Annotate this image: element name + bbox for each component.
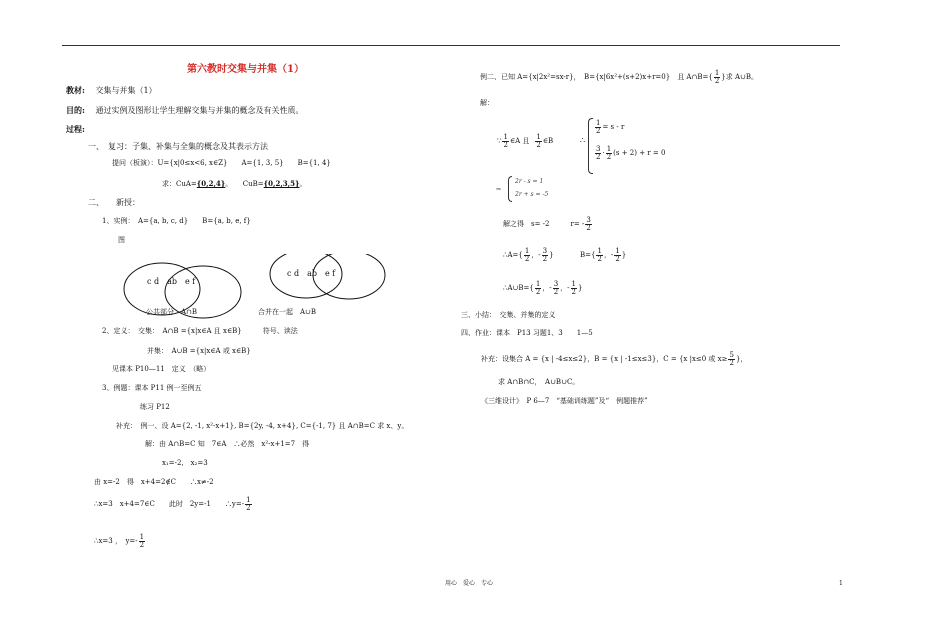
fraction-den: 2 (246, 504, 251, 512)
solve-line (503, 217, 593, 232)
close-brace: } (549, 251, 554, 259)
system-1-row-1 (594, 120, 624, 135)
section-1-heading: 一、 复习：子集、补集与全集的概念及其表示方法 (88, 142, 268, 151)
fraction-num: 1 (596, 119, 601, 127)
fraction-den: 2 (615, 255, 620, 263)
venn2-caption: 合并在一起 A∪B (258, 308, 317, 316)
solution-line-4 (94, 534, 146, 549)
in-a-text: ∈A 且 (509, 137, 530, 145)
solution-line-3-text: ∴x=3 x+4=7∈C 此时 2y=-1 ∴y=- (94, 500, 245, 508)
fraction-half (571, 281, 577, 296)
comma-neg: ，- (603, 251, 614, 259)
section-2-heading: 二、 新授： (88, 198, 140, 207)
fraction-num: 3 (542, 247, 548, 255)
fraction-three-halves (585, 217, 591, 232)
supplement-example: 补充： 例一、设 A={2, -1, x²-x+1}, B={2y, -4, x+4}, C={-1, 7} 且 A∩B=C 求 x、y。 (116, 422, 409, 430)
fraction-num: 5 (729, 351, 734, 359)
because-symbol: ∵ (497, 137, 502, 145)
fraction-den: 2 (606, 153, 612, 161)
solution-line-2: 由 x=-2 得 x+4=2∉C ∴x≠-2 (94, 478, 214, 486)
tu-label: 图 (118, 236, 125, 244)
supplement-sets-tail: }， (735, 355, 748, 363)
fraction-half (524, 248, 530, 263)
fraction-num: 1 (606, 145, 612, 153)
fraction-num: 3 (553, 280, 559, 288)
comma-neg: ，- (560, 284, 570, 292)
textbook-ref: 见课本 P10—11 定义 （略） (112, 365, 211, 373)
venn1-caption: 公共部分 A∩B (146, 308, 198, 316)
fraction-five-halves (728, 352, 734, 367)
jiaocai-label: 教材: (66, 85, 85, 95)
guocheng-label: 过程: (66, 124, 85, 134)
fraction-den: 2 (571, 288, 576, 296)
sanwei-line: 《三维设计》 P 6—7 “基础训练题”及“ 例题推荐” (481, 397, 648, 405)
fraction-half (535, 134, 541, 149)
cua-cub-line (162, 180, 306, 188)
fraction-den: 2 (586, 224, 591, 232)
fraction-den: 2 (597, 255, 602, 263)
jiaocai-text: 交集与并集（1） (95, 86, 157, 95)
roots-line: x₁=-2, x₂=3 (162, 459, 208, 467)
fraction-half (596, 248, 602, 263)
cub-label: 。 CuB= (225, 180, 264, 188)
fraction-num: 1 (503, 133, 508, 141)
fraction-den: 2 (714, 77, 720, 85)
fraction-three-halves (542, 248, 548, 263)
fraction-num: 1 (597, 247, 602, 255)
find-line: 求 A∩B∩C， A∪B∪C。 (498, 378, 580, 386)
fraction-num: 1 (524, 247, 530, 255)
fraction-half (535, 281, 541, 296)
fraction-half (502, 134, 508, 149)
page-number: 1 (839, 580, 843, 587)
cub-answer: {0,2,3,5} (263, 179, 300, 188)
fraction-den: 2 (536, 141, 541, 149)
tiwen-line: 提问（板演）：U={x|0≤x<6, x∈Z} A={1, 3, 5} B={1, 4} (112, 159, 331, 167)
in-b-text: ∈B (542, 137, 554, 145)
venn1-label: c d ab e f (147, 277, 196, 286)
examples-line: 3、例题：课本 P11 例一至例五 (102, 384, 202, 392)
fraction-den: 2 (139, 541, 145, 549)
comma-neg: ，- (531, 251, 541, 259)
jiaocai-line (66, 86, 157, 95)
solution-line-4-text: ∴x=3 ， y=- (94, 537, 138, 545)
fraction-den: 2 (553, 288, 559, 296)
practice-line: 练习 P12 (140, 403, 170, 411)
solution-line-3 (94, 497, 253, 512)
system-1-row-2 (594, 146, 665, 161)
example-2-tail: }求 A∪B。 (721, 73, 759, 81)
union-line (503, 281, 582, 296)
fraction-den: 2 (596, 127, 601, 135)
union-prefix: ∴A∪B={ (503, 284, 534, 292)
set-a-line (503, 248, 554, 263)
implies-symbol: ⇒ (496, 186, 502, 193)
page-title: 第六教时交集与并集（1） (187, 64, 304, 75)
system-1-row-2-text: (s + 2) + r = 0 (613, 149, 666, 157)
close-brace: } (621, 251, 627, 259)
mudi-line (66, 106, 304, 115)
fraction-half (714, 70, 720, 85)
fraction-den: 2 (524, 255, 530, 263)
homework-line: 四、作业：课本 P13 习题1、3 1—5 (461, 329, 593, 337)
definition-intersection: 2、定义： 交集： A∩B ={x|x∈A 且 x∈B} 符号、读法 (102, 327, 298, 335)
fraction-num: 1 (536, 133, 541, 141)
fraction-den: 2 (503, 141, 508, 149)
system-1-brace (588, 118, 593, 174)
fraction-den: 2 (729, 359, 734, 367)
end-mark: 。 (299, 180, 307, 188)
fraction-num: 1 (246, 496, 251, 504)
fraction-half (245, 497, 251, 512)
fraction-den: 2 (596, 153, 601, 161)
dot: · (602, 149, 605, 157)
fraction-num: 1 (139, 533, 145, 541)
mudi-label: 目的: (66, 105, 85, 115)
footer-center: 用心 爱心 专心 (445, 580, 494, 587)
summary-line: 三、小结： 交集、并集的定义 (461, 311, 556, 319)
fraction-num: 1 (615, 247, 620, 255)
solve-text: 解之得 s= -2 r= - (503, 220, 585, 228)
header-rule (62, 45, 840, 46)
supplement-sets-text: 补充：设集合 A = {x | -4≤x≤2}，B = {x | -1≤x≤3}，C = {x |x≤0 或 x≥ (481, 355, 728, 363)
set-b-prefix: B={ (580, 251, 596, 259)
fraction-num: 3 (586, 216, 591, 224)
fraction-num: 1 (535, 280, 541, 288)
fraction-den: 2 (535, 288, 541, 296)
comma-neg: ，- (542, 284, 552, 292)
fraction-den: 2 (542, 255, 548, 263)
set-a-prefix: ∴A={ (503, 251, 523, 259)
venn2-label: c d ab e f (287, 269, 336, 278)
system-2-row-1: 2r - s = 1 (515, 178, 544, 185)
fraction-half (606, 146, 612, 161)
cua-answer: {0,2,4} (196, 179, 226, 188)
qiu-cua-label: 求：CuA= (162, 180, 197, 188)
definition-union: 并集： A∪B ={x|x∈A 或 x∈B} (147, 347, 251, 355)
mudi-text: 通过实例及图形让学生理解交集与并集的概念及有关性质。 (95, 106, 304, 115)
therefore-symbol: ∴ (580, 136, 586, 145)
system-2-row-2: 2r + s = -5 (515, 191, 549, 198)
fraction-num: 1 (571, 280, 576, 288)
set-b-line (580, 248, 626, 263)
because-line (497, 134, 553, 149)
solution-label: 解： (480, 99, 494, 107)
fraction-num: 1 (714, 69, 720, 77)
close-brace: } (578, 284, 583, 292)
fraction-num: 3 (596, 145, 601, 153)
system-2-brace (508, 176, 512, 202)
example-2-line (480, 70, 758, 85)
fraction-three-halves (553, 281, 559, 296)
example-2-text: 例二、已知 A={x|2x²=sx-r}， B={x|6x²+(s+2)x+r=0} 且 A∩B={ (480, 73, 713, 81)
supplement-sets-line (481, 352, 747, 367)
system-1-row-1-text: = s - r (602, 123, 625, 131)
solution-line-1: 解：由 A∩B=C 知 7∈A ∴必然 x²-x+1=7 得 (145, 440, 310, 448)
fraction-half (614, 248, 620, 263)
fraction-half (139, 534, 145, 549)
fraction-three-halves (595, 146, 601, 161)
shili-line: 1、实例： A={a, b, c, d} B={a, b, e, f} (102, 217, 251, 225)
fraction-half (595, 120, 601, 135)
